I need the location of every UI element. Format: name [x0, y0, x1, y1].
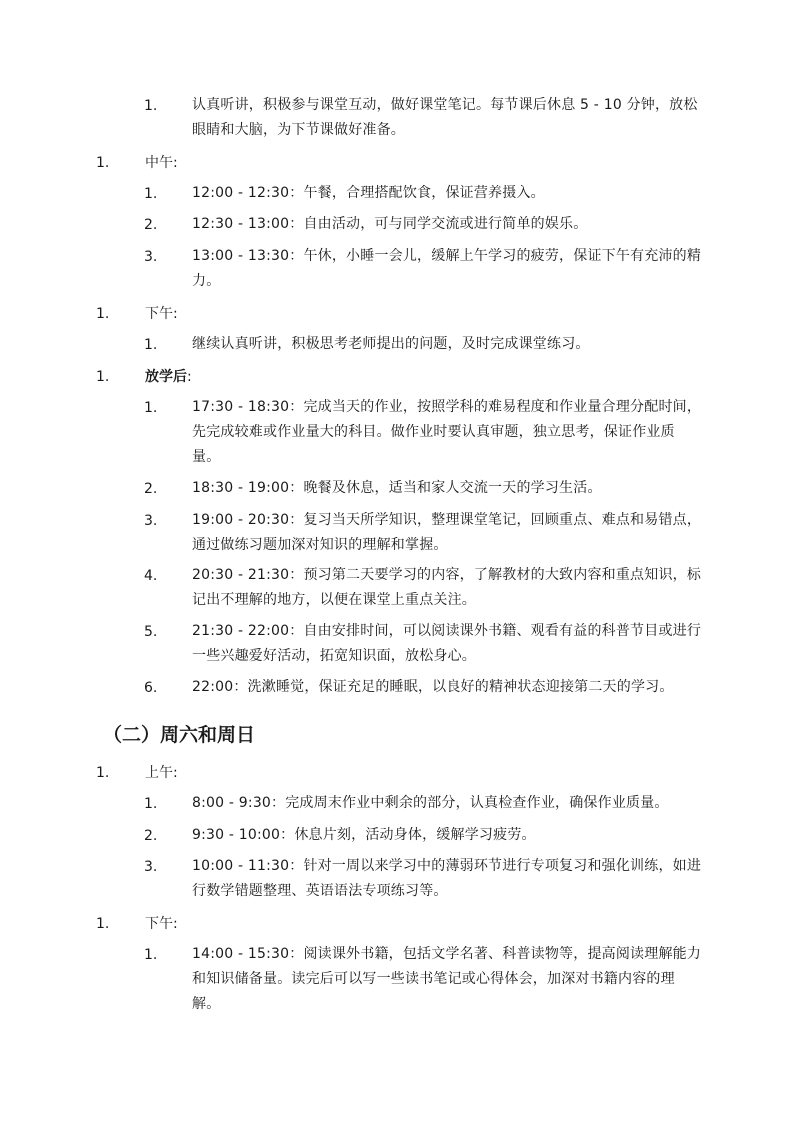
- period-heading-suffix: :: [187, 369, 192, 385]
- period-heading-afternoon: 下午:: [145, 306, 178, 322]
- list-number: 1.: [144, 186, 158, 202]
- schedule-item-text: 21:30 - 22:00：自由安排时间，可以阅读课外书籍、观看有益的科普节目或进行一些兴趣爱好活动，拓宽知识面，放松身心。: [192, 623, 702, 664]
- schedule-item-text: 继续认真听讲，积极思考老师提出的问题，及时完成课堂练习。: [192, 336, 590, 352]
- list-number: 3.: [144, 859, 158, 875]
- period-heading-noon: 中午:: [145, 155, 178, 171]
- schedule-item-text: 9:30 - 10:00：休息片刻，活动身体，缓解学习疲劳。: [192, 827, 536, 843]
- schedule-item-text: 14:00 - 15:30：阅读课外书籍，包括文学名著、科普读物等，提高阅读理解能力和知识储备量。读完后可以写一些读书笔记或心得体会，加深对书籍内容的理解。: [192, 946, 702, 1012]
- list-number: 1.: [96, 765, 110, 781]
- section-title-weekend: （二）周六和周日: [103, 724, 256, 746]
- list-number: 4.: [144, 568, 158, 584]
- schedule-item-text: 20:30 - 21:30：预习第二天要学习的内容，了解教材的大致内容和重点知识，标记出不理解的地方，以便在课堂上重点关注。: [192, 567, 702, 608]
- schedule-item-text: 12:00 - 12:30：午餐，合理搭配饮食，保证营养摄入。: [192, 185, 545, 201]
- schedule-item-text: 18:30 - 19:00：晚餐及休息，适当和家人交流一天的学习生活。: [192, 480, 602, 496]
- list-number: 1.: [96, 155, 110, 171]
- list-number: 1.: [144, 796, 158, 812]
- list-number: 1.: [144, 98, 158, 114]
- schedule-item-text: 17:30 - 18:30：完成当天的作业，按照学科的难易程度和作业量合理分配时间，先完成较难或作业量大的科目。做作业时要认真审题，独立思考，保证作业质量。: [192, 399, 702, 465]
- list-number: 1.: [144, 947, 158, 963]
- period-heading-after-school-label: 放学后: [145, 369, 187, 385]
- list-number: 2.: [144, 828, 158, 844]
- list-number: 1.: [96, 369, 110, 385]
- list-number: 1.: [96, 916, 110, 932]
- list-number: 1.: [144, 400, 158, 416]
- list-number: 5.: [144, 624, 158, 640]
- period-heading-afternoon: 下午:: [145, 916, 178, 932]
- period-heading-after-school: [145, 367, 192, 387]
- list-number: 6.: [144, 680, 158, 696]
- schedule-item-text: 10:00 - 11:30：针对一周以来学习中的薄弱环节进行专项复习和强化训练，如进行数学错题整理、英语语法专项练习等。: [192, 858, 702, 899]
- schedule-item-text: 认真听讲，积极参与课堂互动，做好课堂笔记。每节课后休息 5 - 10 分钟，放松眼睛和大脑，为下节课做好准备。: [192, 97, 698, 138]
- period-heading-morning: 上午:: [145, 765, 178, 781]
- schedule-item-text: 8:00 - 9:30：完成周末作业中剩余的部分，认真检查作业，确保作业质量。: [192, 795, 669, 811]
- list-number: 3.: [144, 513, 158, 529]
- list-number: 1.: [96, 306, 110, 322]
- list-number: 1.: [144, 337, 158, 353]
- list-number: 2.: [144, 217, 158, 233]
- list-number: 3.: [144, 249, 158, 265]
- schedule-item-text: 22:00：洗漱睡觉，保证充足的睡眠，以良好的精神状态迎接第二天的学习。: [192, 679, 674, 695]
- schedule-item-text: 13:00 - 13:30：午休，小睡一会儿，缓解上午学习的疲劳，保证下午有充沛的精力。: [192, 248, 702, 289]
- schedule-item-text: 19:00 - 20:30：复习当天所学知识，整理课堂笔记，回顾重点、难点和易错点，通过做练习题加深对知识的理解和掌握。: [192, 512, 702, 553]
- schedule-item-text: 12:30 - 13:00：自由活动，可与同学交流或进行简单的娱乐。: [192, 216, 588, 232]
- list-number: 2.: [144, 481, 158, 497]
